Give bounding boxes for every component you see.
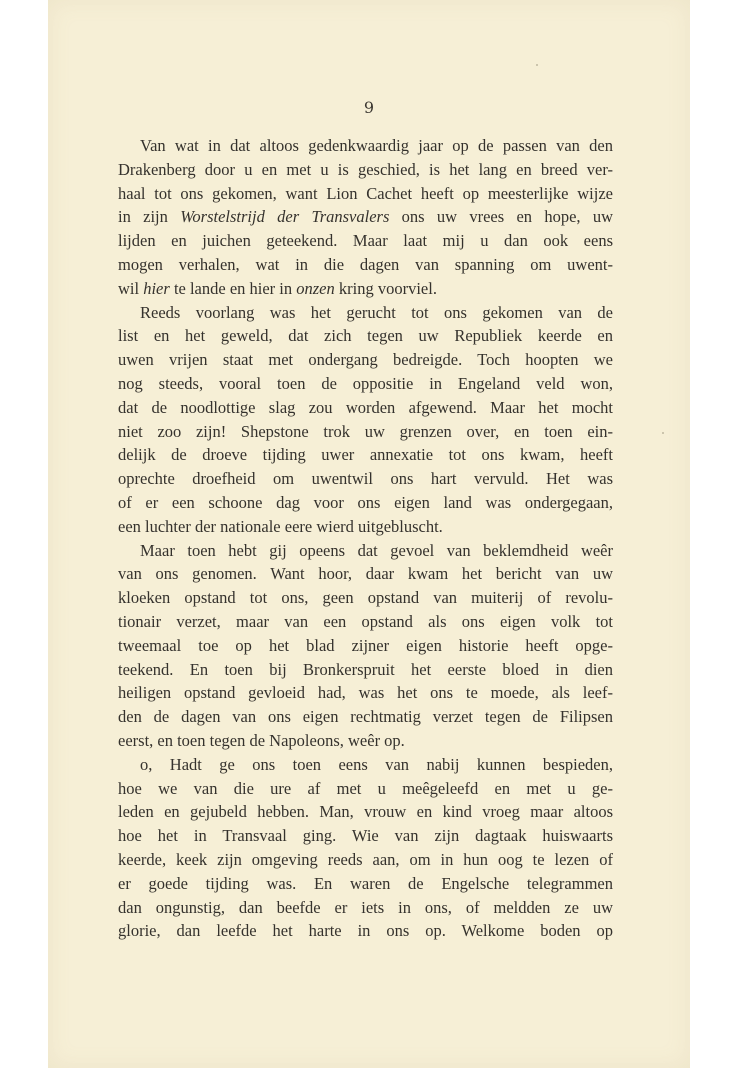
text-line xyxy=(118,896,613,920)
line-text: eerst, en toen tegen de Napoleons, weêr op. xyxy=(118,730,405,750)
line-text: in zijn xyxy=(118,207,181,227)
line-text: kring voorviel. xyxy=(334,278,437,298)
italic-title: hier xyxy=(143,278,170,298)
text-line xyxy=(118,610,613,634)
text-line xyxy=(118,919,613,943)
text-line xyxy=(118,800,613,824)
line-text: heiligen opstand gevloeid had, was het ons te moede, als leef- xyxy=(118,683,613,703)
line-text: Van wat in dat altoos gedenkwaardig jaar op de passen van den xyxy=(140,136,613,155)
line-text: Drakenberg door u en met u is geschied, is het lang en breed ver- xyxy=(118,159,613,179)
line-text: uwen vrijen staat met ondergang bedreigde. Toch hoopten we xyxy=(118,350,613,370)
text-line xyxy=(118,681,613,705)
line-text: dan ongunstig, dan beefde er iets in ons, of meldden ze uw xyxy=(118,897,613,917)
text-line xyxy=(118,324,613,348)
text-line xyxy=(118,277,613,301)
text-line xyxy=(118,777,613,801)
line-text: lijden en juichen geteekend. Maar laat mij u dan ook eens xyxy=(118,231,613,251)
line-text: een luchter der nationale eere wierd uitgebluscht. xyxy=(118,516,443,536)
line-text: of er een schoone dag voor ons eigen land was ondergegaan, xyxy=(118,492,613,512)
text-line xyxy=(118,253,613,277)
line-text: er goede tijding was. En waren de Engelsche telegrammen xyxy=(118,873,613,893)
page-number: 9 xyxy=(363,98,375,117)
line-text: Maar toen hebt gij opeens dat gevoel van beklemdheid weêr xyxy=(140,540,613,560)
body-text xyxy=(118,134,613,943)
text-line xyxy=(118,824,613,848)
italic-title: onzen xyxy=(296,278,335,298)
text-line xyxy=(118,491,613,515)
text-line xyxy=(118,420,613,444)
line-text: hoe het in Transvaal ging. Wie van zijn dagtaak huiswaarts xyxy=(118,826,613,846)
line-text: mogen verhalen, wat in die dagen van spanning om uwent- xyxy=(118,254,613,274)
line-text: nog steeds, vooral toen de oppositie in Engeland veld won, xyxy=(118,373,613,393)
line-text: Reeds voorlang was het gerucht tot ons gekomen van de xyxy=(140,302,613,322)
line-text: oprechte droefheid om uwentwil ons hart vervuld. Het was xyxy=(118,469,613,489)
line-text: wil xyxy=(118,278,144,298)
text-line xyxy=(118,158,613,182)
text-line xyxy=(118,586,613,610)
text-line xyxy=(118,705,613,729)
text-line xyxy=(118,562,613,586)
text-line xyxy=(118,634,613,658)
text-line xyxy=(118,205,613,229)
text-line xyxy=(118,872,613,896)
text-line xyxy=(118,515,613,539)
text-line xyxy=(118,753,613,777)
line-text: delijk de droeve tijding uwer annexatie tot ons kwam, heeft xyxy=(118,445,613,465)
text-line xyxy=(118,134,613,158)
line-text: den de dagen van ons eigen rechtmatig verzet tegen de Filipsen xyxy=(118,707,613,727)
line-text: kloeken opstand tot ons, geen opstand van muiterij of revolu- xyxy=(118,588,613,608)
line-text: te lande en hier in xyxy=(169,278,297,298)
line-text: keerde, keek zijn omgeving reeds aan, om in hun oog te lezen of xyxy=(118,849,613,869)
line-text: list en het geweld, dat zich tegen uw Republiek keerde en xyxy=(118,326,613,346)
text-line xyxy=(118,372,613,396)
paper-speck xyxy=(662,432,664,434)
book-page xyxy=(48,0,690,1068)
line-text: teekend. En toen bij Bronkerspruit het eerste bloed in dien xyxy=(118,659,613,679)
line-text: haal tot ons gekomen, want Lion Cachet heeft op meesterlijke wijze xyxy=(118,183,613,203)
paper-speck xyxy=(536,64,538,66)
text-line xyxy=(118,443,613,467)
text-line xyxy=(118,658,613,682)
text-line xyxy=(118,848,613,872)
text-line xyxy=(118,539,613,563)
line-text: ons uw vrees en hope, uw xyxy=(389,207,613,227)
text-line xyxy=(118,729,613,753)
line-text: tionair verzet, maar van een opstand als ons eigen volk tot xyxy=(118,611,613,631)
line-text: hoe we van die ure af met u meêgeleefd en met u ge- xyxy=(118,778,613,798)
line-text: van ons genomen. Want hoor, daar kwam het bericht van uw xyxy=(118,564,613,584)
text-line xyxy=(118,348,613,372)
line-text: leden en gejubeld hebben. Man, vrouw en kind vroeg maar altoos xyxy=(118,802,613,822)
text-line xyxy=(118,467,613,491)
text-line xyxy=(118,182,613,206)
italic-title: Worstelstrijd der Transvalers xyxy=(180,207,390,227)
text-line xyxy=(118,396,613,420)
text-line xyxy=(118,229,613,253)
line-text: o, Hadt ge ons toen eens van nabij kunnen bespieden, xyxy=(140,754,613,774)
line-text: niet zoo zijn! Shepstone trok uw grenzen over, en toen ein- xyxy=(118,421,613,441)
text-line xyxy=(118,301,613,325)
line-text: dat de noodlottige slag zou worden afgewend. Maar het mocht xyxy=(118,397,613,417)
line-text: glorie, dan leefde het harte in ons op. Welkome boden op xyxy=(118,921,613,941)
line-text: tweemaal toe op het blad zijner eigen historie heeft opge- xyxy=(118,635,613,655)
